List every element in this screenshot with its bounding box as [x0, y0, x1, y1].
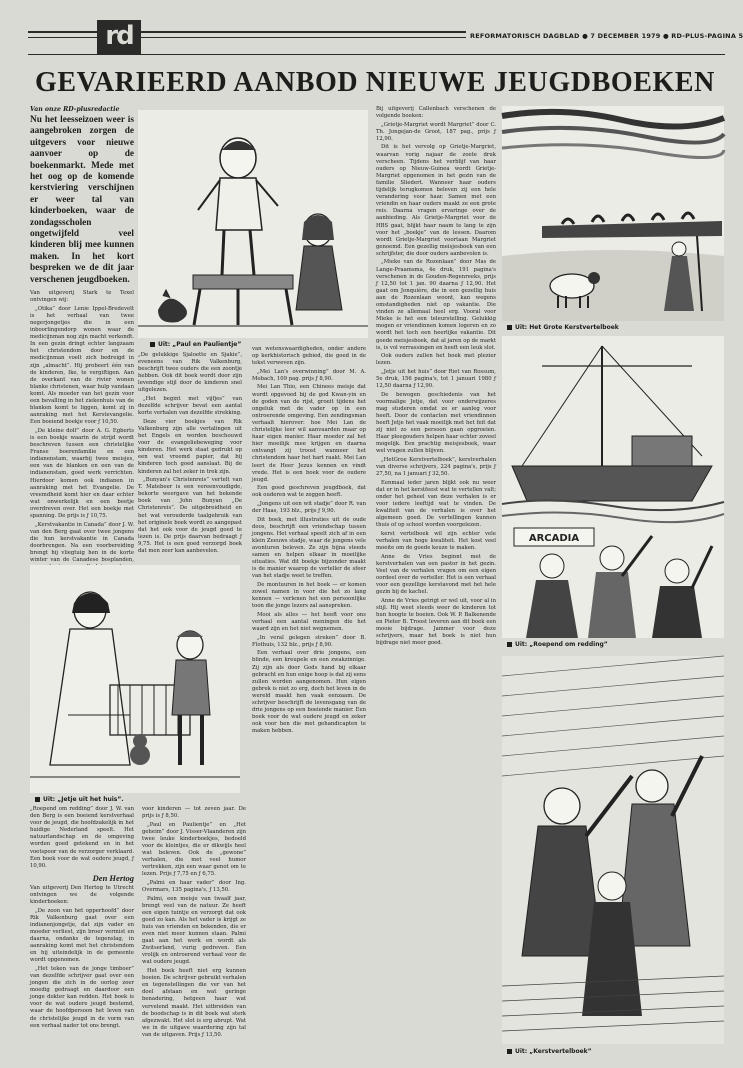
article-paragraph: „Bunyan's Christenreis” vertelt van T. Matebeer is een vereenvoudigde, bekorte weergave van het bekende boek van John Bunyan „De Christenreis”. De uitgebreidheid en het wat verouderde taalgebruik van het originele boek wordt zo aangepast dat het ook voor de jeugd goed te lezen is. De prijs daarvan bedraagt ƒ 9,75. Het is een goed verzorgd boek dat men zeer kan aanbevelen.	[138, 477, 242, 555]
article-paragraph: „Roepend om redding” door J. W. van den Berg is een boeiend kerstverhaal voor de jeugd, die hoofdzakelijk in het huidige Nederland speelt. Het natuurlandschap en de omgeving worden goed getekend en in het voetspoor van de verzorger verklaard. Een boek voor de wat oudere jeugd, ƒ 10,90.	[30, 806, 134, 869]
masthead-rule-right	[141, 31, 466, 33]
article-paragraph: „De kleine dolf” door A. G. Egberts is een boekje waarin de strijd wordt beschreven tussen een christelijke Franse boerenfamilie en een indianenstam, waarbij twee meisjes, een van de blanken en een van de indianenstam, goed werk verrichten. Hierdoor komen ook indianen in aanraking met het Evangelie. De vreemdheid komt hier en daar echter wat onwerkelijk en een beetje overdreven over. Het een boekje met spanning. De prijs is ƒ 10,75.	[30, 427, 134, 519]
rd-logo: rd	[97, 20, 141, 54]
article-paragraph: „De gelukkige Sjaloette en Sjakie”, eveneens van Rik Valkenburg, beschrijft twee ouders die een zoontje hebben. Ook dit boek wordt door zijn levendige stijl door de kinderen snel uitgelezen.	[138, 352, 242, 394]
page-title: GEVARIEERD AANBOD NIEUWE JEUGDBOEKEN	[35, 67, 715, 98]
article-paragraph: „De zoon van het opperhoofd” door Rik Valkenburg gaat over een indianenjongetje, dat zijn vader en moeder verliest, zijn broer vermist en daarna, ondanks de tegenslag, in aanraking komt met het christendom en hij uiteindelijk in de gemeente wordt opgenomen.	[30, 907, 134, 964]
caption-last	[507, 1048, 592, 1055]
article-paragraph: Het boek heeft niet erg kunnen boeien. De schrijver gebruikt verhalen en tegenstellingen die ver van het doel afstaan en wat geringe benadering, hetgeen haar wat vervelend maakt. Het uitbreiden van de boodschap is in dit boek wat sterk afgezwakt. Het slot is erg abrupt. Wat we in de uitgave waardering zijn tal van de uitgaven. Prijs ƒ 13,50.	[142, 968, 246, 1038]
caption-bullet-icon	[150, 342, 155, 347]
article-paragraph: Anne de Vries getrigt er wel uit, voor al in stijl. Hij weet steeds weer de kinderen tot hun hoogte te boeien. Ook W. P. Balkenende en Pieter B. Troost leveren aan dit boek een mooie bijdrage. Jammer voor deze schrijvers, maar het boek is niet hun bijdrage niet meer goed.	[376, 597, 496, 647]
article-paragraph: „In veral gelegen streken” door B. Flothuis, 132 blz., prijs ƒ 8,90.	[252, 634, 366, 648]
ship-name-text: ARCADIA	[528, 533, 580, 544]
caption-text: Uit: Het Grote Kerstvertelboek	[515, 324, 619, 331]
column-3	[252, 346, 366, 1056]
article-paragraph: De bewogen geschiedenis van het voormalige Jetje, dat voor onderwijzeres mag studeren omdat ze er aanleg voor heeft. Door de contacten met vriendinnen heeft Jetje het vaak moeilijk met het feit dat zij niet zo een persoon gaan opgroeien. Haar pleegouders helpen haar echter zoveel mogelijk. Een prachtig meisjesboek, waar wel vragen zullen blijven.	[376, 391, 496, 455]
article-paragraph: Een verhaal over drie jongens, een blinde, een kreupele en een zwakzinnige. Zij zijn als door Gods hand bij elkaar gebracht en hun enige hoop is dat zij eens zullen worden aangenomen. Hun eigen gebrek is niet zo erg, doch het leven in de wereld maakt hen vaak eenzaam. De schrijver beschrijft de levensgang van de drie jongens op een boeiende manier. Een boek voor de wat oudere jeugd en zeker ook voor hen die met gehandicapten te maken hebben.	[252, 650, 366, 735]
illustration-jetje-uit-het-huis	[30, 565, 240, 793]
article-paragraph: voor kinderen — tot zeven jaar. De prijs is ƒ 8,50.	[142, 806, 246, 820]
caption-bullet-icon	[507, 1049, 512, 1054]
article-paragraph: „Kerstvakantie in Canada” door J. W. van den Berg gaat over twee jongens die hun kerstvakantie in Canada doorbrengen. Na een voorbereiding brengt hij vliegtuig hen in de korte winter van de Canadese bosplanden,	[30, 521, 134, 564]
caption-roepend	[507, 641, 608, 648]
masthead-rule-right-2	[141, 37, 466, 38]
illustration-kerstvertelboek	[502, 106, 724, 321]
article-paragraph: Van uitgeverij Den Hertog te Utrecht ontvingen we de volgende kinderboeken:	[30, 884, 134, 906]
caption-paul	[150, 341, 241, 348]
caption-jetje	[35, 796, 124, 803]
article-paragraph: Palmi, een meisje van twaalf jaar, brengt veel van de natuur. Ze heeft een eigen tuintje en verzorgt dat ook goed zo kan. Als het vader is krijgt ze huis van vrienden en bekenden, die er even niet meer kunnen staan. Palmi gaat aan het werk en wordt als Zwitserland, vurig gedreven. Een vrolijk en ontroerend verhaal voor de wat oudere jeugd.	[142, 895, 246, 966]
caption-text: Uit: „Roepend om redding”	[515, 641, 608, 648]
article-paragraph: Mooi als alles — het heeft voor ons verhaal een aantal meningen die het waard zijn en het niet wegnemen.	[252, 611, 366, 633]
caption-text: Uit: „Jetje uit het huis”.	[43, 796, 124, 803]
article-paragraph: Dit boek, met illustraties uit de oude doos, beschrijft een vriendschap tussen jongens. Het verhaal speelt zich af in een klein Zeeuws stadje, waar de jongens vele avonturen beleven. Ze zijn bijna steeds samen en helpen elkaar in moeilijke situaties. Wat dit boekje bijzonder maakt is de manier waarop de verteller de sfeer van het stadje weet te treffen.	[252, 516, 366, 580]
caption-bullet-icon	[507, 325, 512, 330]
subhead-den-hertog: Den Hertog	[92, 872, 134, 883]
article-paragraph: Deze vier boekjes van Rik Valkenburg zijn alle vertalingen uit het Engels en worden beschouwd voor de evangeliebeweging voor kinderen. Het werk staat gedrukt op een wat vreemd papier, dat bij kinderen toch goed aanslaat. Bij de kinderen zal het zeker in trek zijn.	[138, 418, 242, 475]
illustration-paul-en-paulientje	[138, 110, 368, 338]
article-paragraph: Van uitgeverij Stark te Texel ontvingen wij:	[30, 290, 134, 304]
caption-bullet-icon	[35, 797, 40, 802]
article-paragraph: „Mei Lan's overwinning” door M. A. Mobach, 109 pag. prijs ƒ 8,90.	[252, 368, 366, 382]
article-paragraph: „Mieke van de Rozenlaan” door Mas de Lange-Praamsma, 4e druk, 191 pagina's verschenen in de Gouden-Regenreeks, prijs ƒ 12,50 tot 1 jan. 90 daarna ƒ 12,90. Het gaat om Jonquière, die in een gezellig huis aan de Rozenlaan woont, kan wegens omstandigheden niet op vakantie. Die vinden ze allemaal heel erg. Vooral voor Mieke is het een teleurstelling. Gelukkig mogen er vriendinnen komen logeren en zo wordt het toch een heerlijke vakantie. Dit goede meisjesboek, dat al jaren op de markt is, is vol verrassingen en heeft een leuk slot.	[376, 259, 496, 351]
column-4	[376, 106, 496, 1056]
article-paragraph: Mei Lan Thio, een Chinees meisje dat wordt opgevoed bij de god Kwan-yin en de goden van de rijst, groeit tijdens het ongeluk met de vader op in een ontroerende omgeving. Een zendingsman verhaalt hierover: hoe Mei Lan de christelijke leer wil aanvaarden maar op haar eigen manier. Haar moeder zal het hier moeilijk mee krijgen en daarna ontvangt zij troost wanneer het christendom haar het hart raakt. Mei Lan leert de Heer Jezus kennen en vindt vrede. Het is een boek voor de oudere jeugd.	[252, 384, 366, 483]
article-paragraph: Eenmaal ieder jaren blijkt ook nu weer dat er in het kerstfeest wat te vertellen valt; onder het geheel van deze verhalen is er voor iedere leeftijd wat te vinden. De kwaliteit van de verhalen is over het algemeen goed. De vertellingen kunnen thuis of op school worden voorgelezen.	[376, 479, 496, 529]
article-paragraph: Anne de Vries beginnt met de kerstverhalen van een pastor in het gezin. Veel van de verhalen vragen om een eigen oordeel over de verteller. Het is een verhaal voor een gezellige kerstavond met het hele gezin bij de kachel.	[376, 553, 496, 596]
masthead-meta: REFORMATORISCH DAGBLAD ● 7 DECEMBER 1979 ● RD-PLUS-PAGINA 5	[470, 32, 743, 40]
column-1-lower	[30, 806, 134, 1056]
article-paragraph: „Grietje-Margriet wordt Margriet” door C. Th. Jongejan-de Groot, 187 pag., prijs ƒ 12,90.	[376, 121, 496, 142]
masthead-bottom-rule	[28, 54, 725, 55]
illustration-kerstvertelboek-2	[502, 656, 724, 1044]
article-paragraph: Een goed geschreven jeugdboek, dat ook ouderen wat te zeggen heeft.	[252, 485, 366, 499]
article-paragraph: De montuuren in het boek — er komen zowel namen in voor die het zo lang kennen — verlenen het een persoonlijke toon die jonge lezers zal aanspreken.	[252, 582, 366, 610]
masthead-rule-left	[28, 31, 98, 33]
masthead-rule-left-2	[28, 37, 98, 38]
article-paragraph: „Paul en Paulientje” en „Het geheim” door J. Visser-Vlaanderen zijn twee leuke kinderboekjes, bedoeld voor de kleintjes, die er dikwijls heel wat beleven. Ook de „gewone” verhalen, die met veel humor vertrekken, zijn een waar genot om te lezen. Prijs ƒ 7,75 en ƒ 6,75.	[142, 821, 246, 878]
column-2b	[142, 806, 246, 1056]
caption-text: Uit: „Paul en Paulientje”	[158, 341, 242, 348]
article-paragraph: „Jetje uit het huis” door Riet van Rossum, 5e druk, 156 pagina's, tot 1 januari 1980 ƒ 12,50 daarna ƒ 12,90.	[376, 368, 496, 390]
article-paragraph: kerst vertelboek wil zijn echter vele verhalen van hoge kwaliteit. Het kost veel moeite om de goede keuze te maken.	[376, 530, 496, 552]
column-2a	[138, 352, 242, 562]
caption-text: Uit: „Kerstvertelboek”	[515, 1048, 592, 1055]
caption-bullet-icon	[507, 642, 512, 647]
article-paragraph: „Palmi en haar vader” door Ing. Overmars, 135 pagina's, ƒ 13,50.	[142, 879, 246, 894]
intro-paragraph: Nu het leesseizoen weer is aangebroken zorgen de uitgevers voor nieuwe aanvoer op de boekenmarkt. Mede met het oog op de komende kerstviering verschijnen er weer tal van kinderboeken, waar de zondagsscholen ongetwijfeld veel kinderen blij mee kunnen maken. In het kort bespreken we de dit jaar verschenen jeugdboeken.	[30, 115, 134, 285]
column-1	[30, 106, 134, 564]
article-paragraph: Dit is het vervolg op Grietje-Margriet, waarvan vorig najaar de zoete druk verscheen. Tijdens het verblijf van haar ouders op Nieuw-Guinea wordt Grietje-Margriet opgenomen in het gezin van de familie Sliedert. Wanneer haar ouders tijdelijk terugkomen beleven zij een hele verandering voor haar. Samen met een vriendin en haar ouders maakt ze een grote reis. Daarna vragen ervaringe over de aanbieding. Als Grietje-Margriet voor de HBS gaat, blijkt haar naam te lang te zijn voor het „boekje” van de lessen. Daarom wordt Grietje-Margriet voortaan Margriet genoemd. Een gezellig meisjesboek van een schrijfster, die door ouders aanbevolen is.	[376, 144, 496, 257]
article-paragraph: van wetenswaardigheden, onder andere op kerkhistorisch gebied, die goed in de tekst verweven zijn.	[252, 346, 366, 367]
article-paragraph: Ook ouders zullen het boek met plezier lezen.	[376, 353, 496, 367]
article-paragraph: „Otika” door Lenie Ippel-Bredevelt is het verhaal van twee negerjongetjes die in een inboorlingendorp wonen waar de medicijnman nog zijn macht verkondt. In een gezin dringt echter langzaam het christendom door en de medicijnman voelt zich bedreigd in zijn „almacht”. Hij probeert één van de kinderen, Ike, te vergiftigen. Aan de overkant van de rivier wonen blanke christenen, waar hulp vandaan komt. Als moeder van het gezin voor een bevalling in het ziekenhuis van de blanken komt te liggen, komt zij in aanraking met het Kerstevangelie. Een boeiend boekje voor ƒ 10,50.	[30, 305, 134, 426]
article-paragraph: Bij uitgeverij Callenbach verschenen de volgende boeken:	[376, 106, 496, 120]
byline: Van onze RD-plusredactie	[30, 106, 120, 113]
illustration-roepend-om-redding	[502, 336, 724, 638]
article-paragraph: „HetGroe Kerstvertelboek”, kerstverhalen van diverse schrijvers, 224 pagina's, prijs ƒ 27,50, na 1 januari ƒ 32,50.	[376, 457, 496, 478]
caption-kerstvertelboek	[507, 324, 619, 331]
article-paragraph: „Het begint met vijfjes” van dezelfde schrijver bevat een aantal korte verhalen van dezelfde strekking.	[138, 396, 242, 417]
article-paragraph: „Jongens uit een wit stadje” door R. van der Haas, 193 blz., prijs ƒ 9,90.	[252, 500, 366, 515]
article-paragraph: „Het teken van de jonge timboer” van dezelfde schrijver gaat over een jongen die zich in de oorlog zeer moedig gedraagt en daardoor een jonge dokter kan redden. Het boek is voor de wat oudere jeugd bestemd, waar de hoofdpersoon het leven van de christelijke jeugd in de vorm van een verhaal nader tot ons brengt.	[30, 965, 134, 1029]
